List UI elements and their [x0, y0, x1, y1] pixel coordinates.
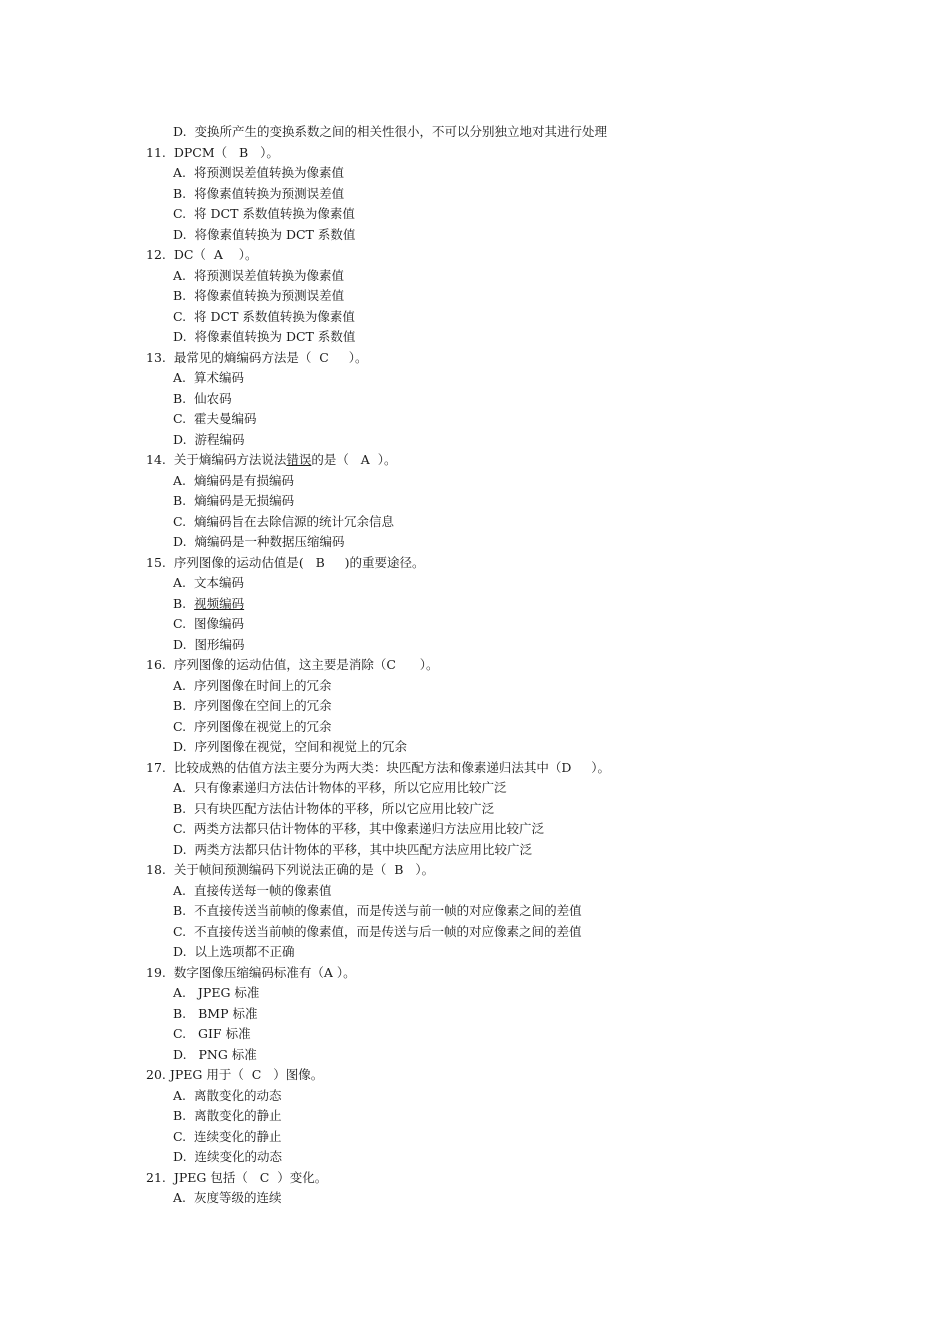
- option-line: [0, 881, 950, 902]
- line-text: C. GIF 标准: [173, 1026, 251, 1041]
- option-line: [0, 1106, 950, 1127]
- option-line: [0, 717, 950, 738]
- question-line: [0, 143, 950, 164]
- line-text: B. 离散变化的静止: [173, 1108, 282, 1123]
- line-text: 16. 序列图像的运动估值，这主要是消除（C ）。: [146, 657, 439, 672]
- line-text: C. 霍夫曼编码: [173, 411, 257, 426]
- question-line: [0, 348, 950, 369]
- line-text: B. BMP 标准: [173, 1005, 258, 1021]
- line-text: A. 将预测误差值转换为像素值: [173, 267, 344, 283]
- option-line: [0, 635, 950, 656]
- line-text: C. 连续变化的静止: [173, 1128, 282, 1144]
- line-text: A. 只有像素递归方法估计物体的平移，所以它应用比较广泛: [173, 780, 507, 795]
- option-line: [0, 409, 950, 430]
- option-line: [0, 737, 950, 758]
- option-line: [0, 983, 950, 1004]
- option-line: [0, 1188, 950, 1209]
- line-text: C. 图像编码: [173, 616, 245, 631]
- line-text: A. 灰度等级的连续: [173, 1190, 282, 1205]
- option-line: [0, 184, 950, 205]
- option-line: [0, 901, 950, 922]
- underlined-text: 视频编码: [194, 595, 245, 611]
- option-line: [0, 922, 950, 943]
- line-text: A. JPEG 标准: [173, 985, 260, 1000]
- line-text: 14. 关于熵编码方法说法: [146, 452, 287, 467]
- line-text: 13. 最常见的熵编码方法是（ C ）。: [146, 349, 368, 365]
- line-text: D. PNG 标准: [173, 1046, 257, 1062]
- option-line: [0, 1147, 950, 1168]
- option-line: [0, 163, 950, 184]
- option-line: [0, 1004, 950, 1025]
- line-text: D. 将像素值转换为 DCT 系数值: [173, 226, 356, 242]
- option-line: [0, 1024, 950, 1045]
- option-line: [0, 307, 950, 328]
- option-line: [0, 225, 950, 246]
- line-text: 21. JPEG 包括（ C ）变化。: [146, 1169, 328, 1185]
- document-body: [0, 122, 950, 1209]
- line-text: B. 熵编码是无损编码: [173, 493, 295, 508]
- question-line: [0, 860, 950, 881]
- underlined-text: 错误: [286, 452, 312, 467]
- option-line: [0, 389, 950, 410]
- line-text: C. 将 DCT 系数值转换为像素值: [173, 206, 355, 221]
- option-line: [0, 594, 950, 615]
- line-text: A. 将预测误差值转换为像素值: [173, 165, 344, 180]
- option-line: [0, 778, 950, 799]
- line-text: D. 将像素值转换为 DCT 系数值: [173, 329, 356, 344]
- line-text: B. 仙农码: [173, 390, 232, 406]
- option-line: [0, 1045, 950, 1066]
- option-line: [0, 799, 950, 820]
- line-text: C. 熵编码旨在去除信源的统计冗余信息: [173, 513, 395, 529]
- option-line: [0, 204, 950, 225]
- line-text: 19. 数字图像压缩编码标准有（A ）。: [146, 964, 356, 980]
- option-line: [0, 532, 950, 553]
- line-text: D. 连续变化的动态: [173, 1149, 282, 1164]
- line-text: C. 将 DCT 系数值转换为像素值: [173, 308, 355, 324]
- line-text: 12. DC（ A ）。: [146, 247, 258, 262]
- question-line: [0, 758, 950, 779]
- line-text: 11. DPCM（ B ）。: [146, 144, 279, 160]
- option-line: [0, 286, 950, 307]
- line-text: B. 将像素值转换为预测误差值: [173, 185, 345, 201]
- line-text: D. 以上选项都不正确: [173, 944, 295, 959]
- line-text: D. 变换所产生的变换系数之间的相关性很小，不可以分别独立地对其进行处理: [173, 124, 607, 139]
- option-line: [0, 491, 950, 512]
- line-text: B. 不直接传送当前帧的像素值，而是传送与前一帧的对应像素之间的差值: [173, 903, 582, 918]
- option-line: [0, 614, 950, 635]
- line-text: A. 序列图像在时间上的冗余: [173, 677, 332, 693]
- line-text: 15. 序列图像的运动估值是( B )的重要途径。: [146, 554, 425, 570]
- line-text: 20. JPEG 用于（ C ）图像。: [146, 1067, 324, 1082]
- line-text: B. 序列图像在空间上的冗余: [173, 698, 332, 713]
- option-line: [0, 1086, 950, 1107]
- option-line: [0, 327, 950, 348]
- question-line: [0, 1168, 950, 1189]
- option-line: [0, 573, 950, 594]
- option-line: [0, 676, 950, 697]
- question-line: [0, 655, 950, 676]
- option-line: [0, 368, 950, 389]
- line-text: D. 游程编码: [173, 431, 245, 447]
- question-line: [0, 450, 950, 471]
- line-text: A. 熵编码是有损编码: [173, 472, 294, 488]
- line-text: A. 离散变化的动态: [173, 1087, 282, 1103]
- option-line: [0, 840, 950, 861]
- line-text: A. 文本编码: [173, 575, 244, 590]
- option-line: [0, 471, 950, 492]
- line-text: C. 不直接传送当前帧的像素值，而是传送与后一帧的对应像素之间的差值: [173, 923, 582, 939]
- option-line: [0, 512, 950, 533]
- line-text: C. 两类方法都只估计物体的平移，其中像素递归方法应用比较广泛: [173, 821, 545, 836]
- option-line: [0, 266, 950, 287]
- line-text: D. 图形编码: [173, 636, 245, 652]
- line-text: B. 将像素值转换为预测误差值: [173, 288, 345, 303]
- question-line: [0, 1065, 950, 1086]
- question-line: [0, 553, 950, 574]
- line-text: B. 只有块匹配方法估计物体的平移，所以它应用比较广泛: [173, 800, 495, 816]
- option-line: [0, 942, 950, 963]
- line-text: 的是（ A ）。: [311, 452, 397, 467]
- line-text: D. 两类方法都只估计物体的平移，其中块匹配方法应用比较广泛: [173, 841, 532, 857]
- line-text: D. 序列图像在视觉，空间和视觉上的冗余: [173, 739, 407, 754]
- option-line: [0, 430, 950, 451]
- line-text: 17. 比较成熟的估值方法主要分为两大类：块匹配方法和像素递归法其中（D ）。: [146, 759, 610, 775]
- question-line: [0, 963, 950, 984]
- option-line: [0, 819, 950, 840]
- option-line: [0, 1127, 950, 1148]
- line-text: A. 算术编码: [173, 370, 244, 385]
- line-text: D. 熵编码是一种数据压缩编码: [173, 534, 345, 549]
- option-line: [0, 122, 950, 143]
- line-text: 18. 关于帧间预测编码下列说法正确的是（ B ）。: [146, 862, 435, 877]
- question-line: [0, 245, 950, 266]
- line-text: A. 直接传送每一帧的像素值: [173, 882, 332, 898]
- line-text: C. 序列图像在视觉上的冗余: [173, 718, 332, 734]
- option-line: [0, 696, 950, 717]
- line-text: B.: [173, 595, 195, 611]
